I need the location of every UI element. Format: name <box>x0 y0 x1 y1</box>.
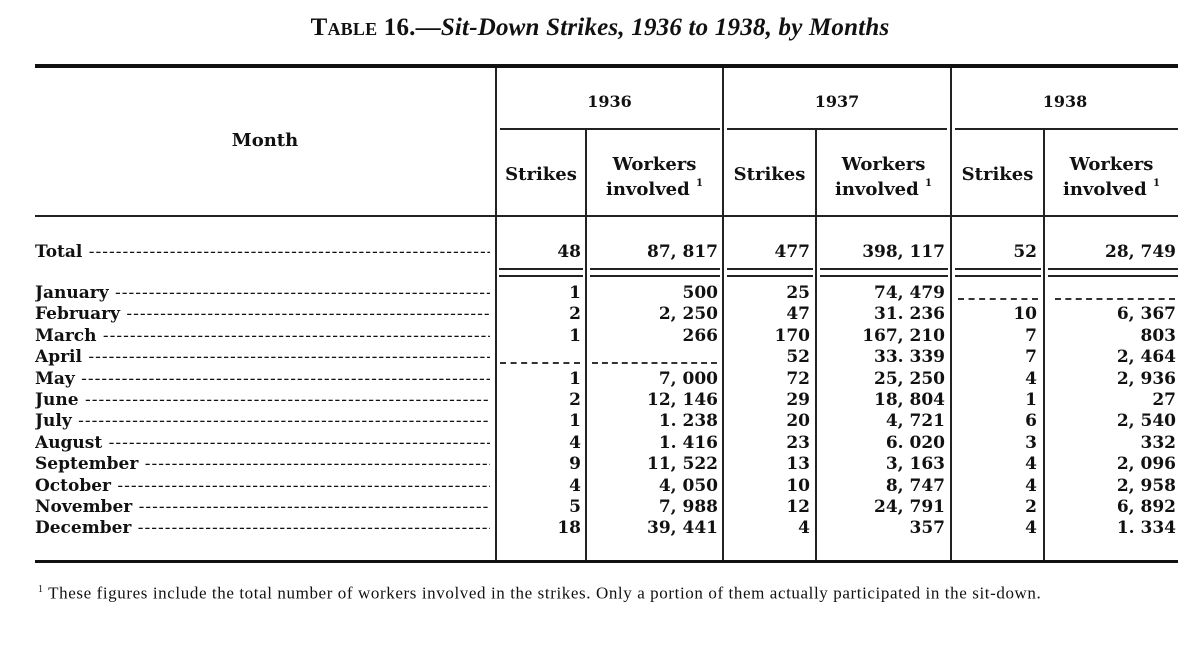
table-cell: 803 <box>1140 325 1176 346</box>
table-row <box>35 370 1178 389</box>
table-cell: 18, 804 <box>874 390 945 410</box>
table-cell: 2, 096 <box>1116 454 1176 475</box>
table-cell: 4 <box>569 432 581 453</box>
workers-header-line1: Workers <box>612 154 697 175</box>
table-cell: 3 <box>1025 432 1037 453</box>
table-cell: 4 <box>1025 454 1037 475</box>
empty-dash-1936-april-strikes <box>500 362 580 364</box>
workers-header-line2-wrap <box>1045 175 1178 200</box>
table-cell: 9 <box>569 454 581 475</box>
total-double-rule <box>820 268 948 277</box>
strikes-header-1937: Strikes <box>733 164 806 185</box>
table-row <box>35 498 1178 517</box>
strikes-header-1938: Strikes <box>961 164 1034 185</box>
workers-header-1936 <box>587 154 722 200</box>
table-cell: 7 <box>1025 347 1037 368</box>
table-cell: 72 <box>786 368 810 389</box>
table-cell: 7, 988 <box>658 497 718 517</box>
workers-header-line2-wrap <box>587 175 722 200</box>
table-cell: 3, 163 <box>885 454 945 475</box>
month-label: September ----- <box>35 455 490 474</box>
table-cell: 52 <box>786 347 810 368</box>
table-cell: 10 <box>1013 304 1037 325</box>
table-cell: 31. 236 <box>874 304 945 325</box>
month-label: April ----- <box>35 348 490 367</box>
table-title-prefix: Table <box>310 14 378 41</box>
empty-dash-1936-april-workers <box>592 362 717 364</box>
month-label: July ----- <box>35 412 490 431</box>
workers-header-line1: Workers <box>1069 154 1154 175</box>
table-cell: 1 <box>569 411 581 432</box>
table-cell: 2, 464 <box>1116 347 1176 368</box>
table-cell: 6, 367 <box>1116 304 1176 325</box>
table-cell: 2, 958 <box>1116 475 1176 496</box>
workers-header-1938 <box>1045 154 1178 200</box>
table-cell: 74, 479 <box>874 283 945 303</box>
footnote-ref: 1 <box>925 178 932 189</box>
total-double-rule <box>499 268 583 277</box>
table-cell: 1 <box>569 283 581 303</box>
year-underline-1938 <box>955 128 1178 130</box>
total-label: Total ----- <box>35 243 490 262</box>
table-cell: 10 <box>786 475 810 496</box>
table-cell: 12 <box>786 497 810 517</box>
table-cell: 23 <box>786 432 810 453</box>
month-label: February ----- <box>35 305 490 324</box>
workers-header-line1: Workers <box>841 154 926 175</box>
footnote-text: These figures include the total number of workers involved in the strikes. Only a portion of them actually participated in the sit-down. <box>43 583 1042 603</box>
table-cell: 332 <box>1140 432 1176 453</box>
table-cell: 1 <box>569 368 581 389</box>
table-row <box>35 434 1178 453</box>
month-label: May ----- <box>35 370 490 389</box>
table-cell: 1. 416 <box>658 432 718 453</box>
total-double-rule <box>590 268 720 277</box>
table-row <box>35 477 1178 496</box>
total-cell: 28, 749 <box>1105 242 1176 262</box>
table-cell: 20 <box>786 411 810 432</box>
year-header-1936: 1936 <box>587 92 632 111</box>
total-cell: 87, 817 <box>647 242 718 262</box>
table-title <box>0 14 1200 42</box>
month-label: August ----- <box>35 434 490 453</box>
table-cell: 12, 146 <box>647 390 718 410</box>
month-label: December ----- <box>35 519 490 538</box>
table-cell: 4 <box>1025 518 1037 539</box>
workers-header-1937 <box>817 154 950 200</box>
year-underline-1937 <box>727 128 947 130</box>
footnote-marker: 1 <box>38 584 44 595</box>
total-cell: 52 <box>1013 242 1037 262</box>
table-row <box>35 519 1178 538</box>
table-cell: 1. 238 <box>658 411 718 432</box>
table-title-number: 16.— <box>377 14 441 41</box>
month-label: October ----- <box>35 477 490 496</box>
table-cell: 13 <box>786 454 810 475</box>
table-cell: 500 <box>682 283 718 303</box>
workers-header-line2: involved <box>835 179 919 200</box>
month-label: November ----- <box>35 498 490 517</box>
year-header-1938: 1938 <box>1042 92 1088 111</box>
table-cell: 24, 791 <box>874 497 945 517</box>
total-double-rule <box>727 268 813 277</box>
table-row <box>35 327 1178 346</box>
workers-header-line2-wrap <box>817 175 950 200</box>
year-header-1937: 1937 <box>814 92 860 111</box>
table-cell: 2 <box>1025 497 1037 517</box>
year-underline-1936 <box>500 128 720 130</box>
table-cell: 1 <box>1025 390 1037 410</box>
table-cell: 47 <box>786 304 810 325</box>
table-cell: 27 <box>1152 390 1176 410</box>
month-label: January ----- <box>35 284 490 303</box>
table-cell: 4, 050 <box>658 475 718 496</box>
table-cell: 2, 936 <box>1116 368 1176 389</box>
table-row <box>35 305 1178 324</box>
header-bottom-rule <box>35 215 1178 217</box>
table-cell: 6, 892 <box>1116 497 1176 517</box>
table-cell: 11, 522 <box>647 454 718 475</box>
table-cell: 4 <box>1025 368 1037 389</box>
table-cell: 7 <box>1025 325 1037 346</box>
month-label: June ----- <box>35 391 490 410</box>
footnote <box>38 580 1178 604</box>
footnote-ref: 1 <box>696 178 703 189</box>
table-row <box>35 412 1178 431</box>
table-cell: 4 <box>1025 475 1037 496</box>
table-row <box>35 348 1178 367</box>
bottom-rule <box>35 560 1178 563</box>
table-row <box>35 284 1178 303</box>
table-cell: 18 <box>557 518 581 539</box>
table-cell: 4 <box>569 475 581 496</box>
table-cell: 39, 441 <box>647 518 718 539</box>
table-row <box>35 455 1178 474</box>
table-cell: 2, 250 <box>658 304 718 325</box>
month-label: March ----- <box>35 327 490 346</box>
month-header: Month <box>231 130 299 151</box>
empty-dash-1938-january-strikes <box>958 298 1038 300</box>
table-cell: 1 <box>569 325 581 346</box>
table-cell: 25 <box>786 283 810 303</box>
table-cell: 2, 540 <box>1116 411 1176 432</box>
total-row <box>35 243 1178 262</box>
table-cell: 1. 334 <box>1116 518 1176 539</box>
table-cell: 4, 721 <box>885 411 945 432</box>
workers-header-line2: involved <box>606 179 690 200</box>
table-cell: 2 <box>569 390 581 410</box>
table-cell: 25, 250 <box>874 368 945 389</box>
table-cell: 6. 020 <box>885 432 945 453</box>
total-double-rule <box>1048 268 1178 277</box>
table-cell: 170 <box>774 325 810 346</box>
table-cell: 29 <box>786 390 810 410</box>
strikes-header-1936: Strikes <box>505 164 577 185</box>
table-row <box>35 391 1178 410</box>
table-cell: 357 <box>909 518 945 539</box>
total-double-rule <box>955 268 1041 277</box>
total-cell: 477 <box>774 242 810 262</box>
table-cell: 2 <box>569 304 581 325</box>
table-cell: 4 <box>798 518 810 539</box>
total-cell: 398, 117 <box>862 242 945 262</box>
table-cell: 8, 747 <box>885 475 945 496</box>
total-cell: 48 <box>557 242 581 262</box>
empty-dash-1938-january-workers <box>1055 298 1175 300</box>
table-cell: 7, 000 <box>658 368 718 389</box>
table-cell: 266 <box>682 325 718 346</box>
workers-header-line2: involved <box>1063 179 1147 200</box>
footnote-ref: 1 <box>1153 178 1160 189</box>
table-cell: 33. 339 <box>874 347 945 368</box>
table-cell: 167, 210 <box>862 325 945 346</box>
table-cell: 6 <box>1025 411 1037 432</box>
table-title-subject: Sit-Down Strikes, 1936 to 1938, by Months <box>440 14 890 41</box>
table-cell: 5 <box>569 497 581 517</box>
top-rule <box>35 64 1178 68</box>
